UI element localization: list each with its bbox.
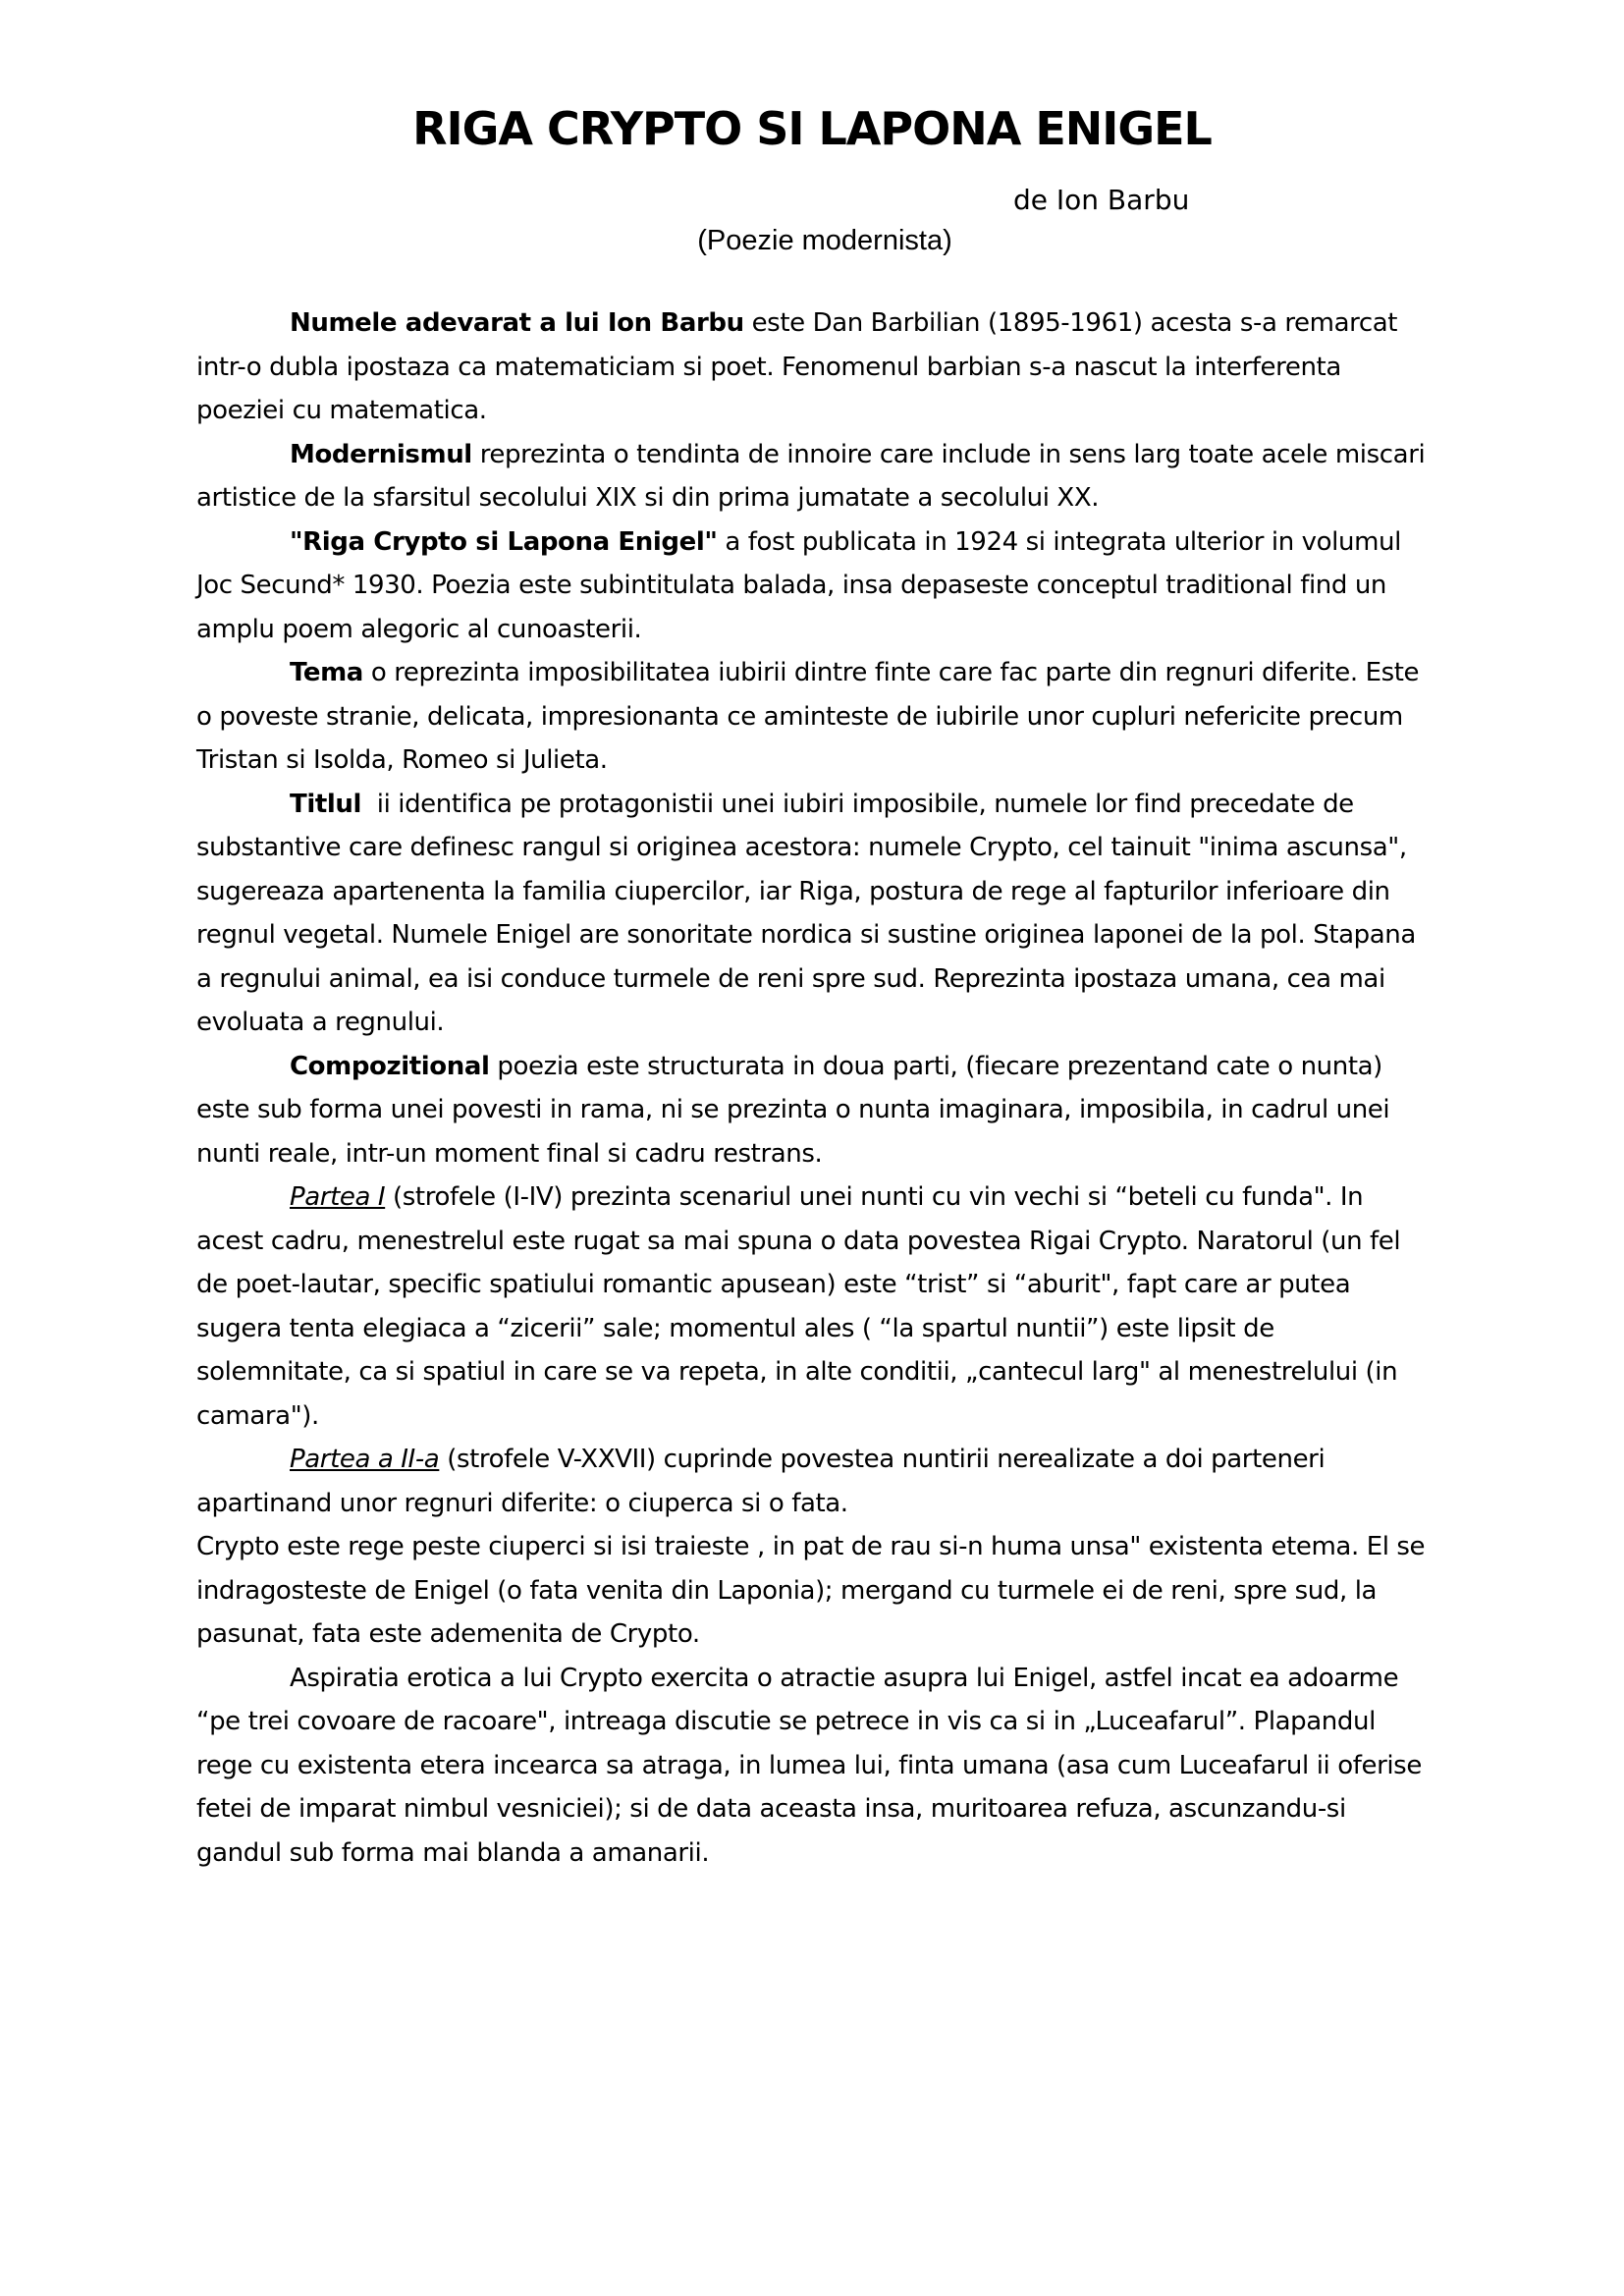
paragraph-text: (strofele (I-IV) prezinta scenariul unei nunti cu vin vechi si “beteli cu funda". In acest cadru, menestrelul este rugat sa mai spuna o data povestea Rigai Crypto. Naratorul (un fel de poet-lautar, specific spatiului romantic apusean) este “trist” si “aburit", fapt care ar putea sugera tenta elegiaca a “zicerii” sale; momentul ales ( “la spartul nuntii”) este lipsit de solemnitate, ca si spatiul in care se va repeta, in alte conditii, „cantecul larg" al menestrelului (in camara"). [196,1182,1409,1431]
paragraph-text: poezia este structurata in doua parti, (fiecare prezentand cate o nunta) este sub forma unei povesti in rama, ni se prezinta o nunta imaginara, imposibila, in cadrul unei nunti reale, intr-un moment final si cadru restrans. [196,1051,1398,1169]
paragraph-text: este Dan Barbilian (1895-1961) acesta s-a remarcat intr-o dubla ipostaza ca matematiciam si poet. Fenomenul barbian s-a nascut la interferenta poeziei cu matematica. [196,308,1405,426]
paragraph-text: o reprezinta imposibilitatea iubirii dintre finte care fac parte din regnuri diferite. Este o poveste stranie, delicata, impresionanta ce aminteste de iubirile unor cupluri nefericite precum Tristan si Isolda, Romeo si Julieta. [196,658,1428,776]
paragraph-modernismul [196,433,1434,520]
paragraph-lead: Compozitional [290,1051,490,1081]
paragraph-lead: Partea I [290,1182,386,1213]
document-title: RIGA CRYPTO SI LAPONA ENIGEL [412,102,1212,155]
paragraph-lead: Titlul [290,789,362,819]
paragraph-riga-crypto-publicare [196,520,1428,652]
paragraph-lead: "Riga Crypto si Lapona Enigel" [290,526,718,557]
paragraph-lead: Numele adevarat a lui Ion Barbu [290,308,744,339]
paragraph-crypto-rege [196,1525,1434,1657]
paragraph-tema [196,651,1428,783]
paragraph-text: reprezinta o tendinta de innoire care include in sens larg toate acele miscari artistice de la sfarsitul secolului XIX si din prima jumatate a secolului XX. [196,439,1434,514]
paragraph-numele [196,301,1428,433]
paragraph-aspiratia-erotica [196,1657,1428,1876]
paragraph-text: (strofele V-XXVII) cuprinde povestea nuntirii nerealizate a doi parteneri apartinand unor regnuri diferite: o ciuperca si o fata. [196,1445,1333,1518]
paragraph-compozitional [196,1045,1428,1176]
paragraph-text: ii identifica pe protagonistii unei iubiri imposibile, numele lor find precedate de substantive care definesc rangul si originea acestora: numele Crypto, cel tainuit "inima ascunsa", sugereaza apartenenta la familia ciupercilor, iar Riga, postura de rege al fapturilor inferioare din regnul vegetal. Numele Enigel are sonoritate nordica si sustine originea laponei de la pol. Stapana a regnului animal, ea isi conduce turmele de reni spre sud. Reprezinta ipostaza umana, cea mai evoluata a regnului. [196,789,1424,1038]
paragraph-lead: Partea a II-a [290,1445,440,1475]
paragraph-text: a fost publicata in 1924 si integrata ulterior in volumul Joc Secund* 1930. Poezia este subintitulata balada, insa depaseste conceptul traditional find un amplu poem alegoric al cunoasterii. [196,526,1409,644]
paragraph-lead: Tema [290,658,363,688]
paragraph-titlul [196,783,1428,1045]
essay-body [196,301,1434,1875]
paragraph-text: Aspiratia erotica a lui Crypto exercita o atractie asupra lui Enigel, astfel incat ea adoarme “pe trei covoare de racoare", intreaga discutie se petrece in vis ca si in „Luceafarul”. Plapandul rege cu existenta etera incearca sa atraga, in lumea lui, finta umana (asa cum Luceafarul ii oferise fetei de imparat nimbul vesniciei); si de data aceasta insa, muritoarea refuza, ascunzandu-si gandul sub forma mai blanda a amanarii. [196,1663,1430,1868]
paragraph-partea-2 [196,1438,1428,1525]
paragraph-partea-1 [196,1175,1428,1438]
author-byline: de Ion Barbu [1013,184,1190,217]
paragraph-text: Crypto este rege peste ciuperci si isi traieste , in pat de rau si-n huma unsa" existenta etema. El se indragosteste de Enigel (o fata venita din Laponia); mergand cu turmele ei de reni, spre sud, la pasunat, fata este ademenita de Crypto. [196,1532,1434,1650]
paragraph-lead: Modernismul [290,439,472,469]
poem-type-subtitle: (Poezie modernista) [697,224,952,256]
